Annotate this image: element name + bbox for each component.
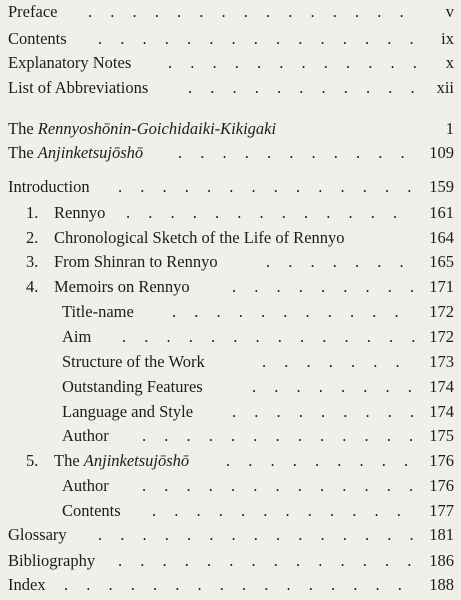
section-number: 3.: [26, 252, 39, 271]
toc-entry-contents-5: [62, 499, 454, 523]
section-number: 5.: [26, 451, 39, 470]
dot-leader: [126, 201, 414, 225]
toc-entry-glossary: [8, 523, 454, 547]
toc-title: Outstanding Features: [62, 377, 203, 396]
dot-leader: [98, 523, 414, 547]
dot-leader: [226, 449, 414, 473]
toc-title: List of Abbreviations: [8, 78, 149, 97]
toc-page-number: 174: [429, 377, 454, 396]
section-number: 2.: [26, 228, 39, 247]
toc-entry-author-4: [62, 424, 454, 448]
toc-page-number: 171: [429, 277, 454, 296]
dot-leader: [232, 400, 416, 424]
toc-title: Preface: [8, 2, 58, 21]
dot-leader: [152, 499, 416, 523]
toc-title: Bibliography: [8, 551, 96, 570]
toc-entry-author-5: [62, 474, 454, 498]
toc-entry-section-2: [26, 226, 454, 250]
toc-page-number: 172: [429, 327, 454, 346]
section-number: 4.: [26, 277, 39, 296]
section-title: Memoirs on Rennyo: [54, 277, 190, 296]
toc-page-number: 188: [429, 575, 454, 594]
section-title: From Shinran to Rennyo: [54, 252, 218, 271]
toc-title: [26, 201, 105, 225]
dot-leader: [88, 0, 418, 24]
toc-page-number: 159: [429, 177, 454, 196]
dot-leader: [142, 424, 416, 448]
dot-leader: [172, 300, 416, 324]
dot-leader: [262, 350, 416, 374]
toc-page-number: 173: [429, 352, 454, 371]
toc-title: Index: [8, 575, 46, 594]
toc-page-number: 175: [429, 426, 454, 445]
dot-leader: [188, 76, 416, 100]
toc-page-number: 176: [429, 476, 454, 495]
toc-page-number: 174: [429, 402, 454, 421]
toc-entry-section-4: [26, 275, 454, 299]
toc-title: Explanatory Notes: [8, 53, 132, 72]
toc-page-number: ix: [441, 29, 454, 48]
toc-title: Title-name: [62, 302, 134, 321]
dot-leader: [98, 27, 414, 51]
dot-leader: [232, 275, 414, 299]
dot-leader: [142, 474, 416, 498]
toc-entry-title-name: [62, 300, 454, 324]
toc-entry-structure: [62, 350, 454, 374]
toc-title: Language and Style: [62, 402, 194, 421]
toc-entry-abbreviations: [8, 76, 454, 100]
title-prefix: The: [8, 119, 38, 138]
toc-entry-section-1: [26, 201, 454, 225]
title-prefix: The: [54, 451, 84, 470]
dot-leader: [168, 51, 428, 75]
dot-leader: [118, 175, 414, 199]
toc-entry-explanatory-notes: [8, 51, 454, 75]
dot-leader: [64, 573, 414, 597]
toc-entry-anjinketsujosho: [8, 141, 454, 165]
toc-title: [26, 449, 189, 473]
toc-title: Author: [62, 476, 109, 495]
dot-leader: [266, 250, 412, 274]
toc-page-number: 186: [429, 551, 454, 570]
toc-page-number: 109: [429, 143, 454, 162]
toc-entry-language-style: [62, 400, 454, 424]
title-italic: Anjinketsujōshō: [37, 143, 144, 162]
section-title: Rennyo: [54, 203, 106, 222]
section-number: 1.: [26, 203, 39, 222]
toc-title: Contents: [8, 29, 67, 48]
title-italic: Rennyoshōnin-Goichidaiki-Kikigaki: [37, 119, 277, 138]
toc-title: [26, 226, 345, 250]
toc-entry-preface: [8, 0, 454, 24]
toc-title: Author: [62, 426, 109, 445]
toc-page-number: x: [445, 53, 454, 72]
toc-title: Structure of the Work: [62, 352, 205, 371]
toc-page-number: xii: [436, 78, 454, 97]
toc-page-number: 177: [429, 501, 454, 520]
toc-entry-bibliography: [8, 549, 454, 573]
dot-leader: [122, 325, 416, 349]
toc-title: Introduction: [8, 177, 90, 196]
toc-entry-kikigaki: [8, 117, 454, 141]
toc-entry-section-3: [26, 250, 454, 274]
toc-title: [8, 141, 143, 165]
title-italic: Anjinketsujōshō: [83, 451, 190, 470]
toc-title: [8, 117, 276, 141]
toc-page-number: 181: [429, 525, 454, 544]
toc-title: Glossary: [8, 525, 67, 544]
toc-title: [26, 275, 190, 299]
toc-page-number: 165: [429, 252, 454, 271]
toc-page-number: v: [445, 2, 454, 21]
toc-page-number: 172: [429, 302, 454, 321]
toc-page-number: 1: [445, 119, 454, 138]
toc-title: Aim: [62, 327, 92, 346]
dot-leader: [118, 549, 414, 573]
toc-page-number: 176: [429, 451, 454, 470]
toc-title: Contents: [62, 501, 121, 520]
dot-leader: [178, 141, 418, 165]
toc-entry-outstanding-features: [62, 375, 454, 399]
toc-entry-aim: [62, 325, 454, 349]
toc-entry-index: [8, 573, 454, 597]
toc-entry-introduction: [8, 175, 454, 199]
toc-entry-section-5: [26, 449, 454, 473]
dot-leader: [252, 375, 416, 399]
toc-entry-contents: [8, 27, 454, 51]
toc-page-number: 164: [429, 228, 454, 247]
toc-title: [26, 250, 218, 274]
title-prefix: The: [8, 143, 38, 162]
section-title: Chronological Sketch of the Life of Rennyo: [54, 228, 345, 247]
toc-page-number: 161: [429, 203, 454, 222]
